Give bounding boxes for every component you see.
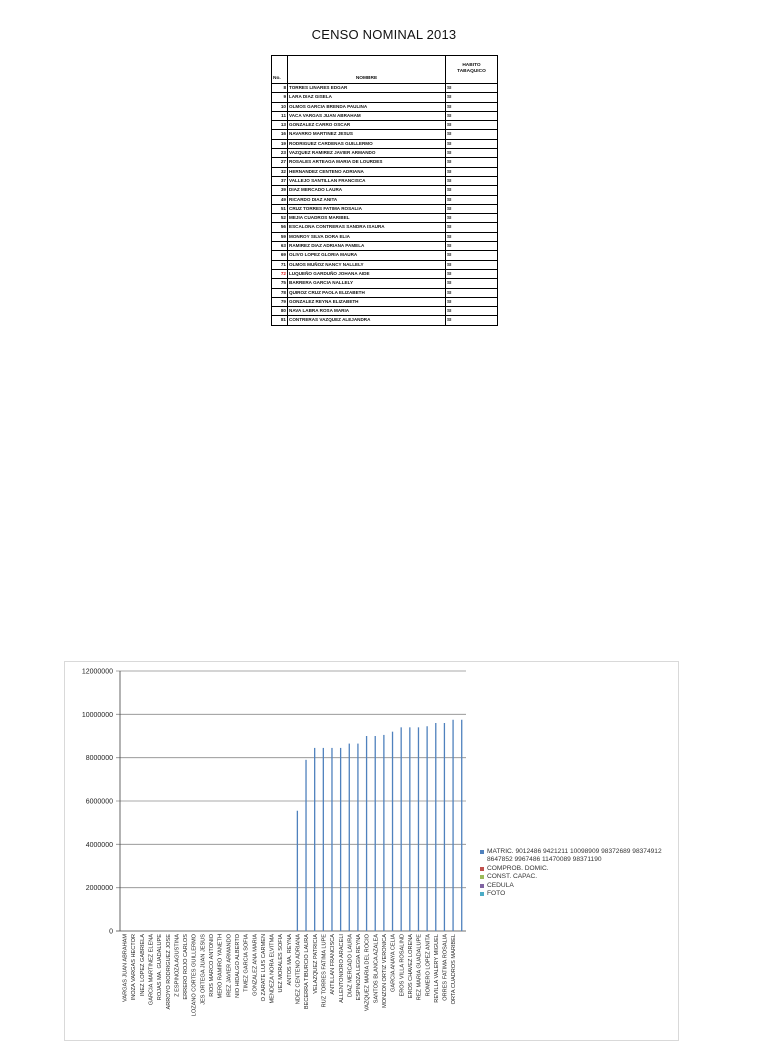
- x-tick-label: RIOS MARCO ANTONIO: [209, 934, 216, 997]
- x-tick-label: VELAZQUEZ PATRICIA: [312, 934, 319, 994]
- legend-label: CEDULA: [487, 881, 514, 889]
- row-habito: SI: [446, 186, 498, 195]
- x-tick-label: VAZQUEZ MARIA DEL ROCIO: [364, 934, 371, 1012]
- legend-swatch: [480, 867, 484, 871]
- row-name: VACA VARGAS JUAN ABRAHAM: [288, 111, 446, 120]
- bar: [444, 723, 445, 931]
- row-habito: SI: [446, 251, 498, 260]
- row-habito: SI: [446, 307, 498, 316]
- row-number: 9: [272, 93, 288, 102]
- y-tick-label: 0: [109, 928, 113, 936]
- row-name: RICARDO DIAZ ANITA: [288, 195, 446, 204]
- x-tick-label: GARCIA MARTINEZ ELENA: [148, 934, 155, 1006]
- row-number: 75: [272, 279, 288, 288]
- x-tick-label: DIAZ MERCADO LAURA: [347, 934, 354, 998]
- row-number: 16: [272, 130, 288, 139]
- row-habito: SI: [446, 269, 498, 278]
- x-tick-label: INEZ LOPEZ GABRIELA: [139, 934, 146, 997]
- x-tick-label: LOZANO CORTES GUILLERMO: [191, 934, 198, 1017]
- row-name: RODRIGUEZ CARDENAS GUILLERMO: [288, 139, 446, 148]
- row-habito: SI: [446, 232, 498, 241]
- x-tick-label: JES ORTEGA JUAN JESUS: [200, 934, 207, 1005]
- row-habito: SI: [446, 139, 498, 148]
- bar: [418, 727, 419, 931]
- row-name: MEJIA CUADROS MARIBEL: [288, 214, 446, 223]
- x-tick-label: ERRERO ROJO CARLOS: [183, 934, 190, 1000]
- row-habito: SI: [446, 121, 498, 130]
- row-number: 59: [272, 232, 288, 241]
- row-name: VALLEJO SANTILLAN FRANCISCA: [288, 176, 446, 185]
- bar: [340, 748, 341, 931]
- bar: [331, 748, 332, 931]
- row-habito: SI: [446, 195, 498, 204]
- x-tick-label: ARROYO RODRIGUEZ JOSE: [165, 934, 172, 1010]
- row-habito: SI: [446, 204, 498, 213]
- row-number: 81: [272, 316, 288, 325]
- bar: [314, 748, 315, 931]
- row-number: 71: [272, 260, 288, 269]
- row-name: ROSALES ARTEAGA MARIA DE LOURDES: [288, 158, 446, 167]
- row-number: 79: [272, 297, 288, 306]
- x-tick-label: EROS CHAVEZ LORENA: [407, 934, 414, 999]
- row-name: CONTRERAS VAZQUEZ ALEJANDRA: [288, 316, 446, 325]
- row-number: 78: [272, 288, 288, 297]
- row-name: LUQUEÑO GARDUÑO JOHANA AIDE: [288, 269, 446, 278]
- row-name: OLIVO LOPEZ GLORIA MAURA: [288, 251, 446, 260]
- bar: [409, 727, 410, 931]
- row-name: BARRERA GARCIA NALLELY: [288, 279, 446, 288]
- x-tick-label: BECERRA TIBURCIO LAURA: [304, 934, 311, 1010]
- row-habito: SI: [446, 176, 498, 185]
- x-tick-label: RUZ TORRES FATIMA LUPE: [321, 934, 328, 1008]
- x-tick-label: ROMERO LOPEZ ANITA: [425, 934, 432, 997]
- row-number: 10: [272, 102, 288, 111]
- legend-item: [480, 890, 680, 898]
- x-tick-label: ESPINOZA LEGIA REYNA: [356, 934, 363, 1001]
- bar: [349, 744, 350, 931]
- row-number: 51: [272, 204, 288, 213]
- row-number: 8: [272, 84, 288, 93]
- row-habito: SI: [446, 130, 498, 139]
- row-number: 32: [272, 167, 288, 176]
- legend-swatch: [480, 850, 484, 854]
- x-tick-label: ORTA CUADROS MARIBEL: [451, 934, 458, 1005]
- row-name: LARA DIAZ GISELA: [288, 93, 446, 102]
- row-name: QUIROZ CRUZ PAOLA ELIZABETH: [288, 288, 446, 297]
- row-habito: SI: [446, 84, 498, 93]
- row-number: 52: [272, 214, 288, 223]
- row-habito: SI: [446, 214, 498, 223]
- legend-swatch: [480, 875, 484, 879]
- bar: [392, 732, 393, 931]
- page-title: CENSO NOMINAL 2013: [311, 27, 457, 42]
- row-number: 56: [272, 223, 288, 232]
- legend-item: [480, 873, 680, 881]
- x-tick-label: Z ESPINOZA AGUSTINA: [174, 934, 181, 997]
- x-tick-label: SANTOS BLANCA AZALEA: [373, 934, 380, 1004]
- row-habito: SI: [446, 316, 498, 325]
- row-number: 23: [272, 149, 288, 158]
- bar: [305, 760, 306, 931]
- row-habito: SI: [446, 223, 498, 232]
- bar: [435, 723, 436, 931]
- x-tick-label: TIMEZ GARCIA SOFIA: [243, 934, 250, 992]
- y-tick-label: 2000000: [85, 885, 113, 893]
- x-tick-label: IREZ JAVIER ARMANDO: [226, 934, 233, 998]
- legend-swatch: [480, 892, 484, 896]
- col-header-habito-line2: TABAQUICO: [457, 69, 486, 74]
- legend-label: MATRIC. 9012486 9421211 10098909 98372689 98374912 8647852 9967486 11470089 98371190: [487, 848, 662, 864]
- legend-item: [480, 865, 680, 873]
- legend-item: [480, 848, 680, 865]
- row-number: 11: [272, 111, 288, 120]
- bar: [383, 735, 384, 931]
- bar: [375, 736, 376, 931]
- row-habito: SI: [446, 102, 498, 111]
- row-number: 69: [272, 251, 288, 260]
- bar: [323, 748, 324, 931]
- x-tick-label: NDEZ CENTENO ADRIANA: [295, 934, 302, 1005]
- row-number: 63: [272, 242, 288, 251]
- x-tick-label: REZ MARIA GUADALUPE: [416, 934, 423, 1001]
- bar: [401, 727, 402, 931]
- x-tick-label: GONZALEZ ANA MARIA: [252, 934, 259, 996]
- x-tick-label: ANTOS MA. REYNA: [286, 934, 293, 986]
- x-tick-label: O ZARATE LUIS CARMEN: [260, 934, 267, 1002]
- row-number: 13: [272, 121, 288, 130]
- row-name: OLMOS GARCIA BRENDA PAULINA: [288, 102, 446, 111]
- bar: [297, 811, 298, 931]
- row-number: 27: [272, 158, 288, 167]
- row-name: GONZALEZ REYNA ELIZABETH: [288, 297, 446, 306]
- row-name: OLMOS MUÑOZ NANCY NALLELY: [288, 260, 446, 269]
- row-habito: SI: [446, 260, 498, 269]
- bar: [366, 736, 367, 931]
- row-number: 39: [272, 186, 288, 195]
- chart-legend: [480, 848, 680, 898]
- row-number: 37: [272, 176, 288, 185]
- x-tick-label: MONZON ORTIZ VERONICA: [382, 934, 389, 1008]
- row-name: NAVARRO MARTINEZ JESUS: [288, 130, 446, 139]
- y-tick-label: 12000000: [81, 668, 113, 676]
- legend-item: [480, 882, 680, 890]
- row-name: NAVA LABRA ROSA MARIA: [288, 307, 446, 316]
- y-tick-label: 4000000: [85, 841, 113, 849]
- x-tick-label: REVILLA VALERY MIGUEL: [433, 934, 440, 1003]
- bar: [426, 726, 427, 931]
- row-name: TORRES LINARES EDGAR: [288, 84, 446, 93]
- x-tick-label: NIO HIDALGO ALBERTO: [234, 934, 241, 998]
- row-name: CRUZ TORRES FATIMA ROSALIA: [288, 204, 446, 213]
- row-name: HERNANDEZ CENTENO ADRIANA: [288, 167, 446, 176]
- row-number: 72: [272, 269, 288, 278]
- row-number: 49: [272, 195, 288, 204]
- x-tick-label: INOZA VARGAS HECTOR: [131, 934, 138, 1001]
- row-habito: SI: [446, 288, 498, 297]
- x-tick-label: ORRES FATIMA ROSALIA: [442, 934, 449, 1001]
- row-name: RAMIREZ DIAZ ADRIANA PAMELA: [288, 242, 446, 251]
- y-tick-label: 8000000: [85, 755, 113, 763]
- bar: [357, 744, 358, 931]
- y-tick-label: 10000000: [81, 711, 113, 719]
- legend-swatch: [480, 884, 484, 888]
- row-name: GONZALEZ CARRO OSCAR: [288, 121, 446, 130]
- row-number: 19: [272, 139, 288, 148]
- row-name: MONROY SILVA DORA ELIA: [288, 232, 446, 241]
- x-tick-label: VARGAS JUAN ABRAHAM: [122, 934, 129, 1002]
- x-tick-label: ROJAS MA. GUADALUPE: [157, 934, 164, 1001]
- row-habito: SI: [446, 242, 498, 251]
- row-habito: SI: [446, 279, 498, 288]
- x-tick-label: EROS VILLA ROSALIND: [399, 934, 406, 997]
- x-tick-label: UEZ MORALES SOFIA: [278, 934, 285, 993]
- x-tick-label: MERO RAMIRO YANETH: [217, 934, 224, 999]
- row-habito: SI: [446, 149, 498, 158]
- row-habito: SI: [446, 297, 498, 306]
- bar: [461, 720, 462, 931]
- y-tick-label: 6000000: [85, 798, 113, 806]
- row-name: DIAZ MERCADO LAURA: [288, 186, 446, 195]
- row-habito: SI: [446, 111, 498, 120]
- bar: [452, 720, 453, 931]
- legend-label: COMPROB. DOMIC.: [487, 864, 549, 872]
- legend-label: FOTO: [487, 890, 506, 898]
- x-tick-label: ALLENTONIORO ARACELI: [338, 934, 345, 1003]
- col-header-nombre: NOMBRE: [288, 56, 446, 84]
- row-habito: SI: [446, 167, 498, 176]
- row-habito: SI: [446, 158, 498, 167]
- x-tick-label: ANTILLAN FRANCISCA: [330, 934, 337, 995]
- col-header-habito-line1: HABITO: [462, 63, 481, 68]
- legend-label: CONST. CAPAC.: [487, 873, 538, 881]
- x-tick-label: GARCIA ANAYA CELIA: [390, 934, 397, 992]
- x-tick-label: MENDEZA NORA ELVITMA: [269, 934, 276, 1004]
- row-number: 80: [272, 307, 288, 316]
- row-name: VAZQUEZ RAMIREZ JAVIER ARMANDO: [288, 149, 446, 158]
- col-header-no: No.: [272, 56, 288, 84]
- row-habito: SI: [446, 93, 498, 102]
- row-name: ESCALONA CONTRERAS SANDRA ISAURA: [288, 223, 446, 232]
